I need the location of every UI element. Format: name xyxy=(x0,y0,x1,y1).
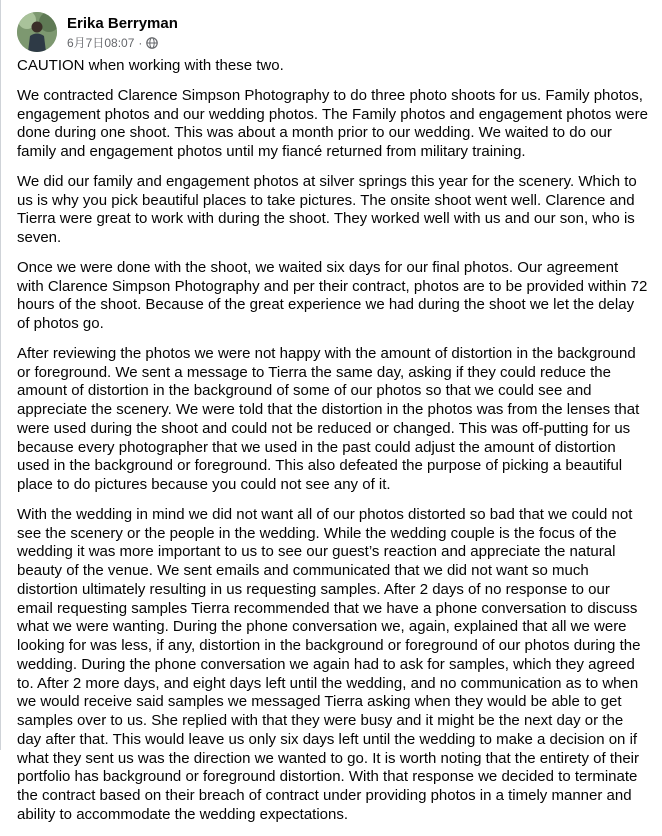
post-timestamp[interactable]: 6月7日08:07 xyxy=(67,36,135,50)
post-paragraph: After reviewing the photos we were not happy with the amount of distortion in the background or foreground. We sent a message to Tierra the same day, asking if they could reduce the amount of distortion in the background of some of our photos so that we could see and appreciate the scenery. We were told that the distortion in the photos was from the lenses that were used during the shoot and could not be reduced or changed. This was off-putting for us because every photographer that we used in the past could adjust the amount of distortion used in the background or foreground. This also defeated the purpose of picking a beautiful place to do pictures because you could not see any of it. xyxy=(17,344,640,493)
post-body xyxy=(17,57,648,836)
post-paragraph: Once we were done with the shoot, we waited six days for our final photos. Our agreement with Clarence Simpson Photography and per their contract, photos are to be provided within 72 hours of the shoot. Because of the great experience we had during the shoot we let the delay of photos go. xyxy=(17,258,648,332)
author-name[interactable]: Erika Berryman xyxy=(67,15,178,32)
post-paragraph: We contracted Clarence Simpson Photography to do three photo shoots for us. Family photos, engagement photos and our wedding photos. The Family photos and engagement photos were done during one shoot. This was about a month prior to our wedding. We waited to do our family and engagement photos until my fiancé returned from military training. xyxy=(17,86,648,160)
post-paragraph: We did our family and engagement photos at silver springs this year for the scenery. Which to us is why you pick beautiful places to take pictures. The onsite shoot went well. Clarence and Tierra were great to work with during the shoot. They worked well with us and our son, who is seven. xyxy=(17,172,637,246)
separator-dot: · xyxy=(138,36,143,50)
globe-icon[interactable] xyxy=(146,37,158,49)
avatar[interactable] xyxy=(17,12,57,52)
post-paragraph: CAUTION when working with these two. xyxy=(17,57,284,74)
post-header xyxy=(17,12,178,52)
post-paragraph: With the wedding in mind we did not want all of our photos distorted so bad that we could not see the scenery or the people in the wedding. While the wedding couple is the focus of the wedding it was more important to us to see our guest’s reaction and appreciate the natural beauty of the venue. We sent emails and communicated that we did not want so much distortion ultimately resulting in us requesting samples. After 2 days of no response to our email requesting samples Tierra recommended that we have a phone conversation to discuss what we were wanting. During the phone conversation we, again, explained that all we were looking for was less, if any, distortion in the background or foreground of our photos during the wedding. During the phone conversation we again had to ask for samples, which they agreed to. After 2 more days, and eight days left until the wedding, and no communication as to when we would receive said samples we messaged Tierra asking when they would be able to get samples over to us. She replied with that they were busy and it might be the next day or the day after that. This would leave us only six days left until the wedding to make a decision on if what they sent us was the direction we wanted to go. It is worth noting that the entirety of their portfolio has background or foreground distortion. With that response we decided to terminate the contract based on their breach of contract under providing photos in a timely manner and ability to accommodate the wedding expectations. xyxy=(17,505,641,823)
